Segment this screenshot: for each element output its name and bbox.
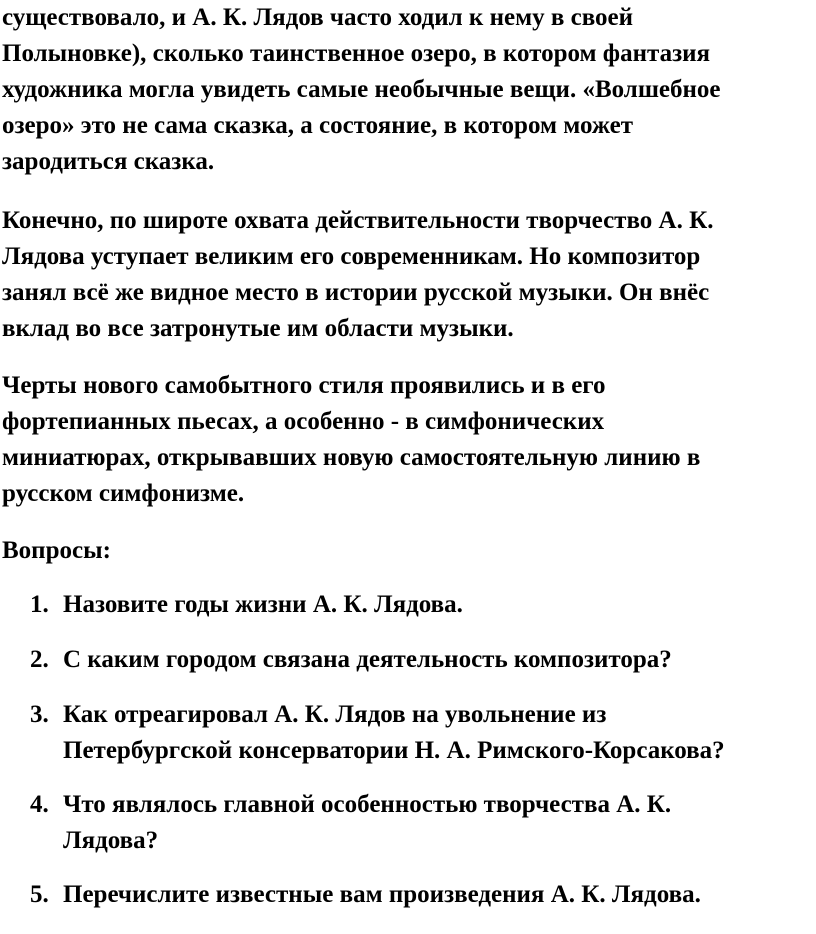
list-item-line: Что являлось главной особенностью творчества А. К. xyxy=(63,791,672,818)
paragraph-line: Лядова уступает великим его современникам. Но композитор xyxy=(2,243,701,270)
list-item-line: Перечислите известные вам произведения А. К. Лядова. xyxy=(63,881,701,908)
list-item-line: Как отреагировал А. К. Лядов на увольнение из xyxy=(63,701,607,728)
list-item-number: 2. xyxy=(30,646,49,673)
paragraph-line: Черты нового самобытного стиля проявились и в его xyxy=(2,372,606,399)
list-item-text xyxy=(63,787,671,859)
paragraph-line: Конечно, по широте охвата действительности творчество А. К. xyxy=(2,207,714,234)
list-item-text xyxy=(63,587,463,623)
list-item-line: Петербургской консерватории Н. А. Римского-Корсакова? xyxy=(63,737,725,764)
list-item-text xyxy=(63,877,701,913)
list-item-line: Назовите годы жизни А. К. Лядова. xyxy=(63,591,463,618)
list-item-text xyxy=(63,697,725,769)
list-item-number: 4. xyxy=(30,791,49,818)
paragraph-line: фортепианных пьесах, а особенно - в симфонических xyxy=(2,408,605,435)
questions-heading: Вопросы: xyxy=(2,537,111,564)
list-item-text xyxy=(63,642,672,678)
paragraph-3 xyxy=(2,368,814,512)
paragraph-line: русском симфонизме. xyxy=(2,480,245,507)
questions-heading-block xyxy=(2,533,814,569)
paragraph-2 xyxy=(2,203,814,347)
list-item-number: 5. xyxy=(30,881,49,908)
paragraph-line: художника могла увидеть самые необычные вещи. «Волшебное xyxy=(2,76,721,103)
paragraph-1 xyxy=(2,0,814,180)
paragraph-line: озеро» это не сама сказка, а состояние, в котором может xyxy=(2,112,634,139)
paragraph-line: существовало, и А. К. Лядов часто ходил к нему в своей xyxy=(2,4,634,31)
paragraph-line: миниатюрах, открывавших новую самостоятельную линию в xyxy=(2,444,701,471)
list-item-number: 1. xyxy=(30,591,49,618)
list-item-line: С каким городом связана деятельность композитора? xyxy=(63,646,672,673)
paragraph-line: занял всё же видное место в истории русской музыки. Он внёс xyxy=(2,279,710,306)
list-item-line: Лядова? xyxy=(63,827,159,854)
paragraph-line: вклад во все затронутые им области музыки. xyxy=(2,315,514,342)
list-item-number: 3. xyxy=(30,701,49,728)
paragraph-line: Полыновке), сколько таинственное озеро, в котором фантазия xyxy=(2,40,711,67)
paragraph-line: зародиться сказка. xyxy=(2,148,215,175)
